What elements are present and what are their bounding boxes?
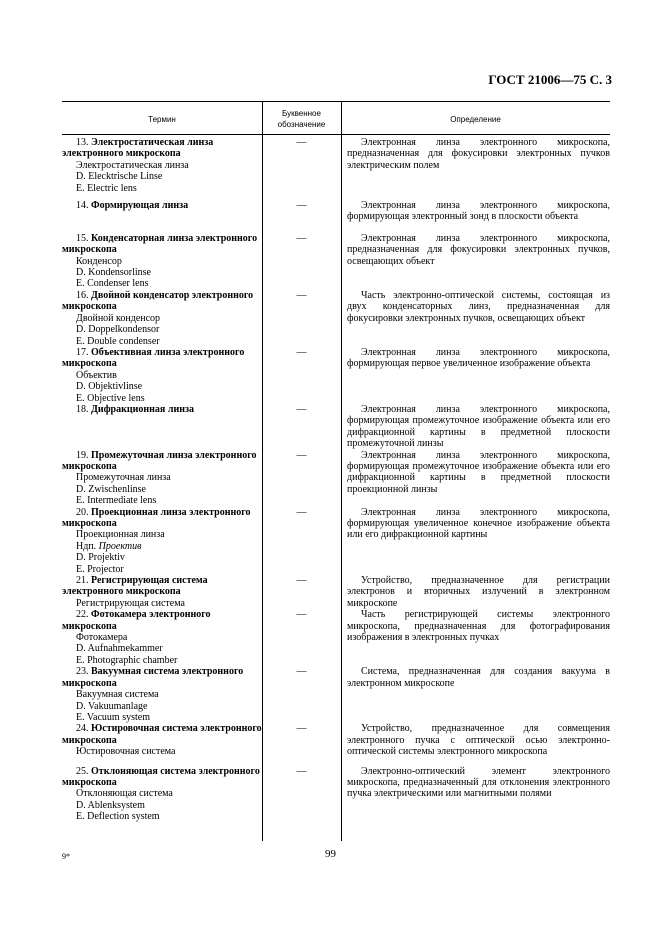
term-name: Фотокамера электронного микроскопа (62, 609, 211, 632)
term-number: 14. (76, 200, 89, 212)
term-title (62, 450, 262, 473)
term-number: 19. (76, 449, 89, 461)
term-title (62, 575, 262, 598)
symbol-cell: — (296, 232, 307, 244)
symbol-cell: — (296, 289, 307, 301)
term-synonym: Ндп. Проектив (76, 540, 142, 552)
column-header-symbol: Буквенное обозначение (277, 109, 326, 129)
table-row (62, 404, 610, 450)
term-cell (62, 575, 262, 609)
term-cell (62, 137, 262, 194)
term-synonym: Промежуточная линза (76, 472, 171, 484)
term-cell (62, 450, 262, 507)
footer-mark: 9* (62, 852, 70, 861)
symbol-cell: — (296, 449, 307, 461)
term-title (62, 137, 262, 160)
table-row (62, 290, 610, 347)
term-title (62, 766, 262, 789)
term-name: Проекционная линза электронного микроскопа (62, 506, 251, 529)
definition-cell (341, 137, 610, 194)
definition-cell (341, 507, 610, 575)
term-synonym: Регистрирующая система (76, 597, 185, 609)
symbol-cell: — (296, 575, 307, 587)
definition-text: Электронная линза электронного микроскопа, формирующая первое увеличенное изображение объекта (347, 346, 610, 370)
term-title (62, 609, 262, 632)
term-name: Промежуточная линза электронного микроскопа (62, 449, 257, 472)
term-cell (62, 347, 262, 404)
definition-text: Устройство, предназначенное для регистрации электронов и вторичных излучений в электронном микроскопе (347, 575, 610, 609)
term-number: 13. (76, 137, 89, 148)
term-title (62, 666, 262, 689)
term-synonym: D. Aufnahmekammer (76, 643, 163, 655)
column-header-term: Термин (148, 114, 176, 124)
term-synonym: D. Projektiv (76, 552, 125, 564)
definition-text: Часть электронно-оптической системы, состоящая из двух конденсаторных линз, предназначенная для фокусировки электронных пучков, освещающих объект (347, 289, 610, 324)
term-synonym: D. Zwischenlinse (76, 483, 146, 495)
table-row (62, 766, 610, 823)
term-synonym: E. Condenser lens (76, 278, 149, 290)
term-name: Электростатическая линза электронного микроскопа (62, 137, 214, 160)
table-row (62, 507, 610, 575)
page-header: ГОСТ 21006—75 С. 3 (488, 72, 612, 87)
definition-cell (341, 666, 610, 723)
term-name: Дифракционная линза (91, 403, 194, 415)
term-synonym: Отклоняющая система (76, 788, 173, 800)
definition-text: Электронная линза электронного микроскопа, предназначенная для фокусировки электронных пучков, освещающих объект (347, 232, 610, 267)
term-synonym: E. Projector (76, 563, 124, 575)
definition-cell (341, 200, 610, 223)
term-number: 22. (76, 609, 89, 621)
term-synonym: Двойной конденсор (76, 312, 161, 324)
term-synonym: Вакуумная система (76, 689, 159, 701)
term-name: Двойной конденсатор электронного микроскопа (62, 289, 254, 313)
term-name: Объективная линза электронного микроскопа (62, 346, 245, 370)
definition-cell (341, 575, 610, 609)
term-synonym: Юстировочная система (76, 746, 176, 758)
term-number: 18. (76, 403, 89, 415)
symbol-cell: — (296, 723, 307, 735)
term-synonym: Проекционная линза (76, 529, 165, 541)
term-title (62, 233, 262, 256)
term-synonym: D. Doppelkondensor (76, 324, 160, 336)
definition-text: Система, предназначенная для создания вакуума в электронном микроскопе (347, 666, 610, 689)
term-cell (62, 666, 262, 723)
table-row (62, 666, 610, 723)
term-synonym: D. Kondensorlinse (76, 267, 151, 279)
symbol-cell: — (296, 666, 307, 678)
term-name: Отклоняющая система электронного микроскопа (62, 765, 260, 788)
definition-cell (341, 766, 610, 823)
terms-table (62, 137, 610, 823)
term-cell (62, 200, 262, 223)
term-cell (62, 507, 262, 575)
term-synonym: E. Vacuum system (76, 711, 150, 723)
definition-text: Устройство, предназначенное для совмещения электронного пучка с оптической осью электронно-оптической системы электронного микроскопа (347, 723, 610, 758)
table-row (62, 233, 610, 290)
term-name: Регистрирующая система электронного микроскопа (62, 575, 208, 598)
term-number: 15. (76, 232, 89, 244)
symbol-cell: — (296, 609, 307, 621)
term-title (62, 723, 262, 746)
definition-text: Электронная линза электронного микроскопа, формирующая электронный зонд в плоскости объекта (347, 200, 610, 223)
table-row (62, 575, 610, 609)
term-title (62, 200, 262, 211)
definition-text: Электронная линза электронного микроскопа, предназначенная для фокусировки электронных пучков электрическим полем (347, 137, 610, 171)
term-cell (62, 723, 262, 757)
definition-text: Электронная линза электронного микроскопа, формирующая промежуточное изображение объекта или его дифракционной картины в предметной плоскости промежуточной линзы (347, 403, 610, 450)
definition-cell (341, 347, 610, 404)
term-synonym: E. Electric lens (76, 182, 137, 194)
term-name: Вакуумная система электронного микроскопа (62, 666, 244, 689)
definition-cell (341, 290, 610, 347)
term-title (62, 404, 262, 415)
table-header-rule (62, 134, 610, 135)
term-cell (62, 290, 262, 347)
definition-text: Электронная линза электронного микроскопа, формирующая промежуточное изображение объекта или его дифракционной картины в предметной плоскости проекционной линзы (347, 449, 610, 495)
term-name: Конденсаторная линза электронного микроскопа (62, 232, 258, 256)
term-synonym: E. Double condenser (76, 335, 160, 347)
table-row (62, 723, 610, 757)
column-header-definition: Определение (450, 114, 501, 124)
definition-text: Электронная линза электронного микроскопа, формирующая увеличенное конечное изображение объекта или его дифракционной картины (347, 506, 610, 541)
term-synonym: Электростатическая линза (76, 159, 189, 171)
term-synonym: E. Intermediate lens (76, 495, 157, 507)
term-name: Формирующая линза (91, 200, 189, 212)
term-title (62, 347, 262, 370)
definition-text: Часть регистрирующей системы электронного микроскопа, предназначенная для фотографирования изображения в электронных пучках (347, 609, 610, 644)
symbol-cell: — (296, 200, 307, 212)
definition-cell (341, 404, 610, 450)
symbol-cell: — (296, 137, 307, 148)
term-title (62, 507, 262, 530)
term-cell (62, 766, 262, 823)
term-number: 25. (76, 765, 89, 777)
term-cell (62, 609, 262, 666)
term-number: 16. (76, 289, 89, 301)
term-title (62, 290, 262, 313)
term-synonym: D. Objektivlinse (76, 381, 143, 393)
term-cell (62, 404, 262, 450)
term-synonym: E. Photographic chamber (76, 654, 178, 666)
table-row (62, 347, 610, 404)
term-synonym: E. Deflection system (76, 811, 160, 823)
term-synonym: D. Ablenksystem (76, 799, 145, 811)
definition-cell (341, 233, 610, 290)
term-number: 17. (76, 346, 89, 358)
definition-cell (341, 609, 610, 666)
definition-cell (341, 723, 610, 757)
term-number: 24. (76, 723, 89, 735)
page-number: 99 (325, 848, 336, 860)
term-synonym: D. Vakuumanlage (76, 700, 148, 712)
term-name: Юстировочная система электронного микроскопа (62, 723, 262, 746)
table-row (62, 137, 610, 194)
symbol-cell: — (296, 403, 307, 415)
term-synonym: Фотокамера (76, 632, 128, 644)
table-row (62, 609, 610, 666)
symbol-cell: — (296, 765, 307, 777)
term-cell (62, 233, 262, 290)
table-row (62, 450, 610, 507)
term-number: 20. (76, 506, 89, 518)
term-number: 21. (76, 575, 89, 587)
symbol-cell: — (296, 346, 307, 358)
table-top-rule (62, 101, 610, 102)
term-synonym: D. Elecktrische Linse (76, 171, 163, 183)
term-synonym: Конденсор (76, 255, 122, 267)
definition-cell (341, 450, 610, 507)
term-synonym: E. Objective lens (76, 392, 145, 404)
symbol-cell: — (296, 506, 307, 518)
definition-text: Электронно-оптический элемент электронного микроскопа, предназначенный для отклонения электронного пучка электрическими или магнитными полями (347, 765, 610, 800)
table-row (62, 200, 610, 223)
term-number: 23. (76, 666, 89, 678)
term-synonym: Объектив (76, 369, 117, 381)
